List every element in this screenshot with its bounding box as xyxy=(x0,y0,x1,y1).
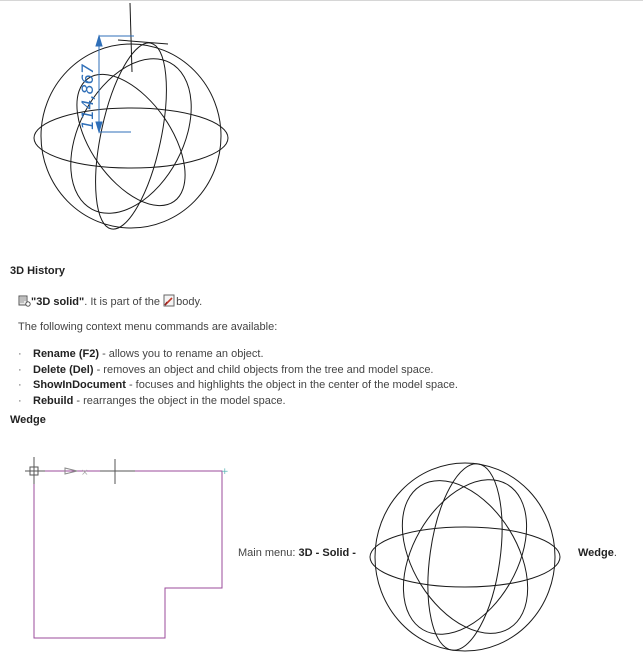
wedge-profile-outline xyxy=(34,471,222,638)
wedge-profile-illustration xyxy=(25,452,240,647)
axis-marker: + xyxy=(221,467,229,477)
sphere-meridian-b xyxy=(46,38,216,233)
command-name: Rebuild xyxy=(33,394,74,407)
history-node-line xyxy=(18,294,202,308)
body-icon xyxy=(163,294,176,307)
wedge-sphere-illustration xyxy=(362,455,572,655)
history-heading: 3D History xyxy=(10,265,66,277)
command-name: Delete (Del) xyxy=(33,363,94,376)
command-item xyxy=(18,363,458,379)
menu-prefix: Main menu: xyxy=(238,547,299,559)
menu-end: . xyxy=(613,547,617,559)
snap-marker: × xyxy=(81,468,89,478)
command-name: ShowInDocument xyxy=(33,379,126,391)
history-body-word: body. xyxy=(176,296,203,308)
sphere-dimension-illustration xyxy=(0,0,260,250)
command-name: Rename (F2) xyxy=(33,348,100,360)
history-node-name: "3D solid" xyxy=(31,296,85,308)
history-node-suffix: . It is part of the xyxy=(84,296,164,308)
menu-path: 3D - Solid - xyxy=(298,547,356,559)
command-desc: - focuses and highlights the object in the center of the model space. xyxy=(125,379,458,391)
context-intro: The following context menu commands are available: xyxy=(18,321,278,333)
command-item xyxy=(18,378,458,394)
command-item xyxy=(18,347,458,363)
command-list xyxy=(18,347,458,409)
menu-item-wedge: Wedge xyxy=(578,547,614,559)
command-desc: - removes an object and child objects from the tree and model space. xyxy=(93,363,434,376)
command-desc: - rearranges the object in the model space. xyxy=(73,394,286,407)
cursor-line-vertical xyxy=(130,3,132,72)
wedge-menu-item-line xyxy=(578,547,617,559)
sphere-meridian-a xyxy=(417,459,512,655)
wedge-heading: Wedge xyxy=(10,414,46,426)
dimension-arrow-top xyxy=(96,36,102,46)
command-desc: - allows you to rename an object. xyxy=(99,348,264,360)
sphere-outline xyxy=(41,44,221,228)
wedge-menu-path-line xyxy=(238,547,356,559)
solid-3d-node-icon xyxy=(18,294,31,307)
dimension-value: 114,867 xyxy=(78,63,97,130)
cursor-line-horizontal xyxy=(118,40,168,44)
sphere-outline xyxy=(375,463,555,651)
command-item xyxy=(18,394,458,410)
sphere-equator xyxy=(370,527,560,587)
sphere-equator xyxy=(34,108,228,168)
